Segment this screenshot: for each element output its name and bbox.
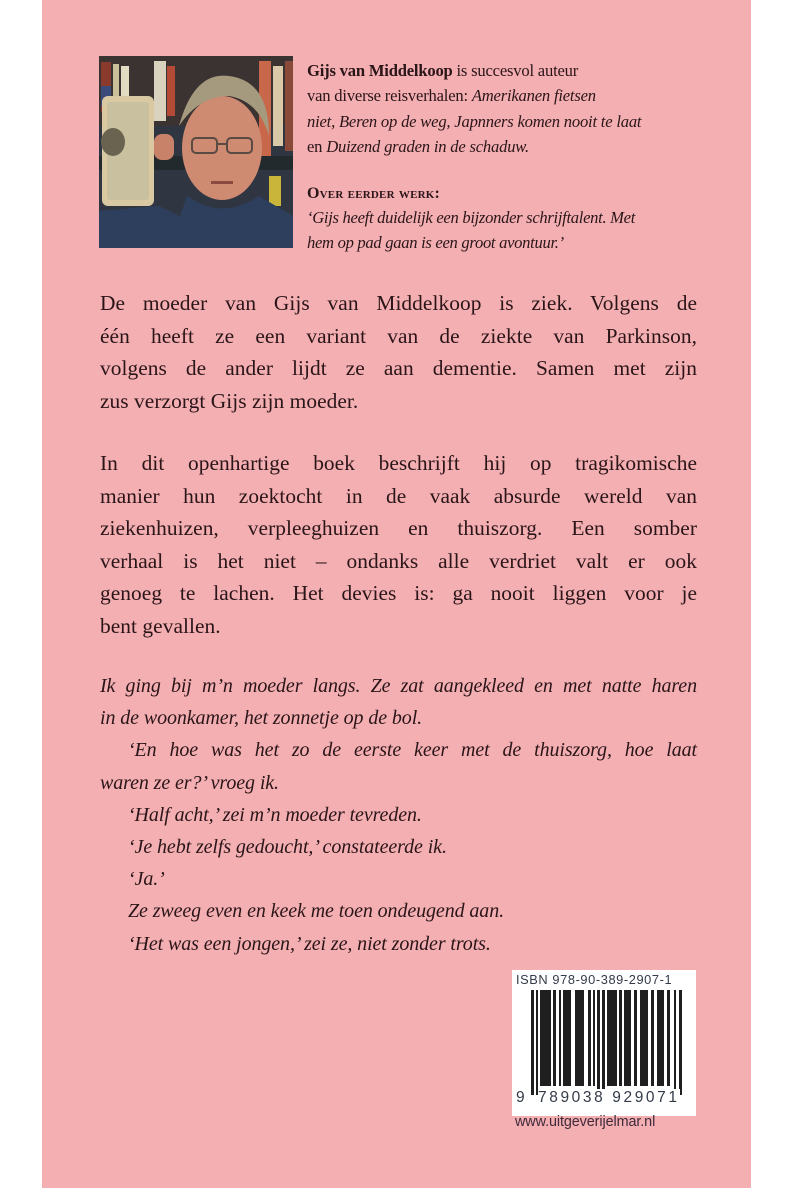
excerpt-line: in de woonkamer, het zonnetje op de bol.: [100, 707, 423, 730]
barcode-digit-first: 9: [516, 1089, 528, 1106]
excerpt-line: ‘Half acht,’ zei m’n moeder tevreden.: [128, 803, 422, 826]
author-bio: [307, 58, 697, 160]
quote-line: ‘Gijs heeft duidelijk een bijzonder schrijftalent. Met: [307, 208, 636, 227]
excerpt-line: ‘Je hebt zelfs gedoucht,’ constateerde ik.: [128, 836, 447, 859]
excerpt-line: ‘Ja.’: [128, 868, 165, 891]
barcode-digits: [516, 1089, 692, 1107]
quote-line: hem op pad gaan is een groot avontuur.’: [307, 233, 564, 252]
excerpt-line: Ik ging bij m’n moeder langs. Ze zat aangekleed en met natte haren: [100, 675, 697, 697]
author-name: Gijs van Middelkoop: [307, 61, 453, 80]
excerpt-line: waren ze er?’ vroeg ik.: [100, 771, 279, 794]
bio-line: van diverse reisverhalen: Amerikanen fietsen: [307, 86, 596, 106]
bio-line: [307, 109, 697, 134]
text-line: In dit openhartige boek beschrijft hij op tragikomische: [100, 451, 697, 475]
text-line: bent gevallen.: [100, 613, 221, 638]
book-excerpt: [100, 670, 697, 960]
excerpt-line: ‘En hoe was het zo de eerste keer met de thuiszorg, hoe laat: [128, 739, 697, 762]
bio-line: Gijs van Middelkoop is succesvol auteur: [307, 61, 579, 80]
text-line: zus verzorgt Gijs zijn moeder.: [100, 388, 359, 413]
book-title: niet, Beren op de weg, Japnners komen nooit te laat: [307, 111, 642, 131]
text-line: manier hun zoektocht in de vaak absurde wereld van: [100, 483, 697, 508]
book-title: Amerikanen fietsen: [471, 86, 596, 106]
previous-work-quote: [307, 205, 702, 255]
barcode-digits-right: 929071: [612, 1089, 680, 1106]
isbn-label: ISBN 978-90-389-2907-1: [516, 972, 673, 987]
blurb-paragraph-2: [100, 447, 697, 643]
blurb-paragraph-1: [100, 287, 697, 417]
previous-work-heading: Over eerder werk:: [307, 185, 441, 202]
book-title: Duizend graden in de schaduw.: [326, 137, 529, 157]
text-line: ziekenhuizen, verpleeghuizen en thuiszorg. Een somber: [100, 516, 697, 541]
barcode-icon: [531, 990, 688, 1095]
text-line: volgens de ander lijdt ze aan dementie. Samen met zijn: [100, 356, 697, 381]
publisher-website: www.uitgeverijelmar.nl: [515, 1114, 656, 1130]
excerpt-line: ‘Het was een jongen,’ zei ze, niet zonder trots.: [128, 932, 491, 955]
barcode-digits-left: 789038: [538, 1089, 606, 1106]
author-photo: [99, 56, 293, 248]
text-line: De moeder van Gijs van Middelkoop is ziek. Volgens de: [100, 291, 697, 315]
text-line: één heeft ze een variant van de ziekte van Parkinson,: [100, 323, 697, 348]
excerpt-line: Ze zweeg even en keek me toen ondeugend aan.: [128, 900, 505, 923]
bio-line: en Duizend graden in de schaduw.: [307, 137, 529, 157]
text-line: genoeg te lachen. Het devies is: ga nooit liggen voor je: [100, 581, 697, 606]
text-line: verhaal is het niet – ondanks alle verdriet valt er ook: [100, 548, 697, 573]
